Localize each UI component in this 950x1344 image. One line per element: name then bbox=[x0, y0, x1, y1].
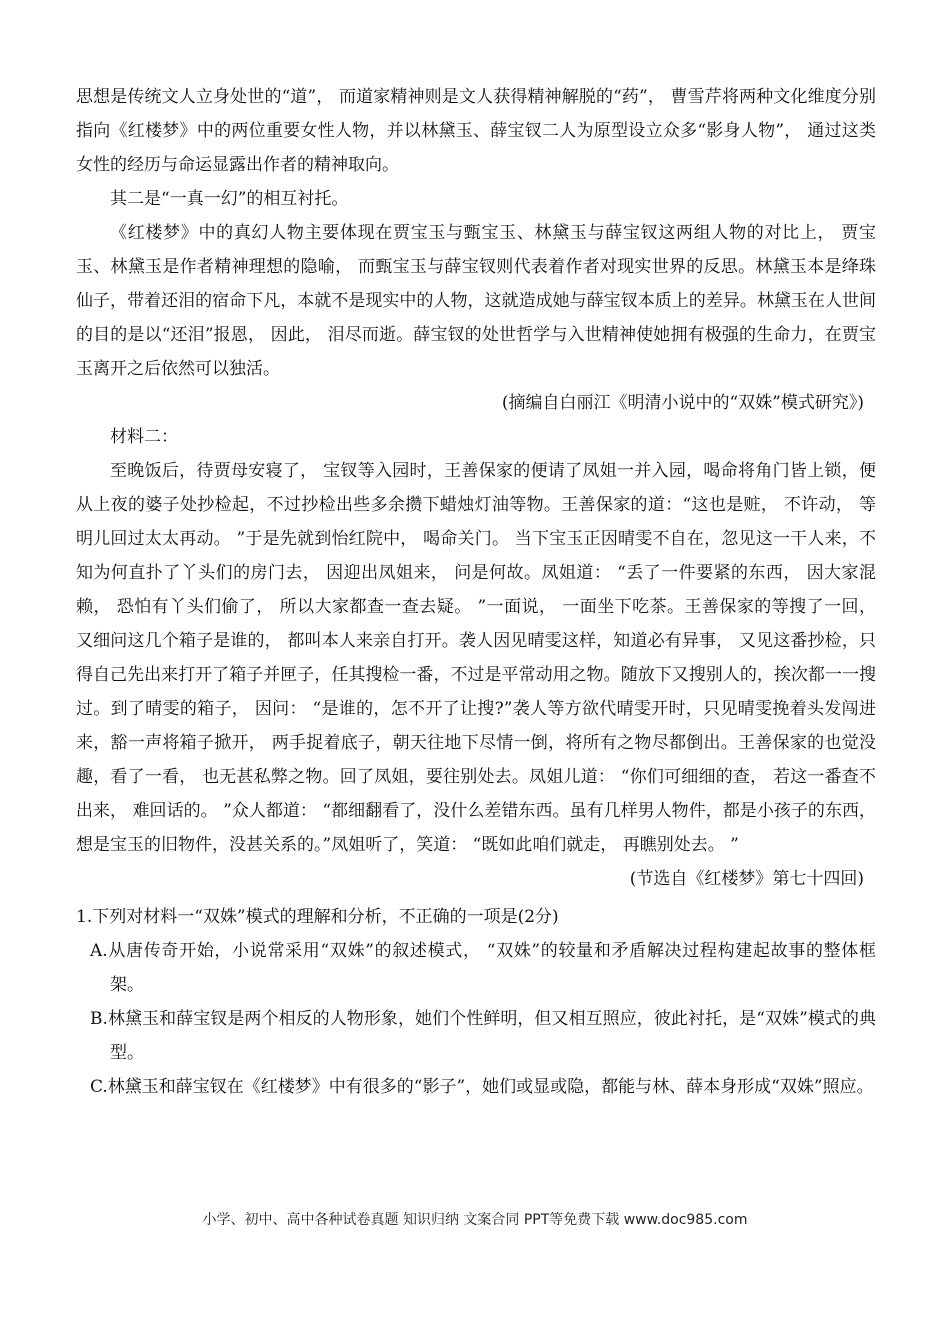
question-1-option-b: B.林黛玉和薛宝钗是两个相反的人物形象，她们个性鲜明，但又相互照应，彼此衬托，是“双姝”模式的典型。 bbox=[90, 1009, 876, 1063]
material1-paragraph-1: 思想是传统文人立身处世的“道”， 而道家精神则是文人获得精神解脱的“药”， 曹雪芹将两种文化维度分别指向《红楼梦》中的两位重要女性人物，并以林黛玉、薛宝钗二人为原型设立众多“影身人物”， 通过这类女性的经历与命运显露出作者的精神取向。 bbox=[76, 87, 876, 175]
material2-heading: 材料二： bbox=[110, 427, 178, 447]
question-1-stem: 1.下列对材料一“双姝”模式的理解和分析，不正确的一项是(2分) bbox=[76, 907, 559, 927]
material2-source: (节选自《红楼梦》第七十四回) bbox=[629, 869, 864, 889]
page-content bbox=[76, 80, 876, 1104]
material1-paragraph-3: 《红楼梦》中的真幻人物主要体现在贾宝玉与甄宝玉、林黛玉与薛宝钗这两组人物的对比上， 贾宝玉、林黛玉是作者精神理想的隐喻， 而甄宝玉与薛宝钗则代表着作者对现实世界的反思。林黛玉本是绛珠仙子，带着还泪的宿命下凡，本就不是现实中的人物，这就造成她与薛宝钗本质上的差异。林黛玉在人世间的目的是以“还泪”报恩， 因此， 泪尽而逝。薛宝钗的处世哲学与入世精神使她拥有极强的生命力，在贾宝玉离开之后依然可以独活。 bbox=[76, 223, 876, 379]
question-1-option-a: A.从唐传奇开始，小说常采用“双姝”的叙述模式， “双姝”的较量和矛盾解决过程构建起故事的整体框架。 bbox=[90, 941, 876, 995]
material1-paragraph-2: 其二是“一真一幻”的相互衬托。 bbox=[110, 189, 349, 209]
page-footer: 小学、初中、高中各种试卷真题 知识归纳 文案合同 PPT等免费下载 www.doc985.com bbox=[202, 1212, 748, 1228]
material1-source: (摘编自白丽江《明清小说中的“双姝”模式研究》) bbox=[501, 393, 864, 413]
material2-body: 至晚饭后，待贾母安寝了， 宝钗等入园时，王善保家的便请了凤姐一并入园，喝命将角门皆上锁，便从上夜的婆子处抄检起，不过抄检出些多余攒下蜡烛灯油等物。王善保家的道：“这也是赃， 不许动， 等明儿回过太太再动。 ”于是先就到怡红院中， 喝命关门。 当下宝玉正因晴雯不自在，忽见这一干人来，不知为何直扑了丫头们的房门去， 因迎出凤姐来， 问是何故。凤姐道： “丢了一件要紧的东西， 因大家混赖， 恐怕有丫头们偷了， 所以大家都查一查去疑。 ”一面说， 一面坐下吃茶。王善保家的等搜了一回， 又细问这几个箱子是谁的， 都叫本人来亲自打开。袭人因见晴雯这样，知道必有异事， 又见这番抄检，只得自己先出来打开了箱子并匣子，任其搜检一番，不过是平常动用之物。随放下又搜别人的，挨次都一一搜过。到了晴雯的箱子， 因问： “是谁的，怎不开了让搜?”袭人等方欲代晴雯开时，只见晴雯挽着头发闯进来，豁一声将箱子掀开， 两手捉着底子，朝天往地下尽情一倒，将所有之物尽都倒出。王善保家的也觉没趣，看了一看， 也无甚私弊之物。回了凤姐，要往别处去。凤姐儿道： “你们可细细的查， 若这一番查不出来， 难回话的。 ”众人都道： “都细翻看了，没什么差错东西。虽有几样男人物件，都是小孩子的东西，想是宝玉的旧物件，没甚关系的。”凤姐听了，笑道： “既如此咱们就走， 再瞧别处去。 ” bbox=[76, 461, 876, 855]
question-1-option-c: C.林黛玉和薛宝钗在《红楼梦》中有很多的“影子”，她们或显或隐，都能与林、薛本身形成“双姝”照应。 bbox=[90, 1077, 874, 1097]
